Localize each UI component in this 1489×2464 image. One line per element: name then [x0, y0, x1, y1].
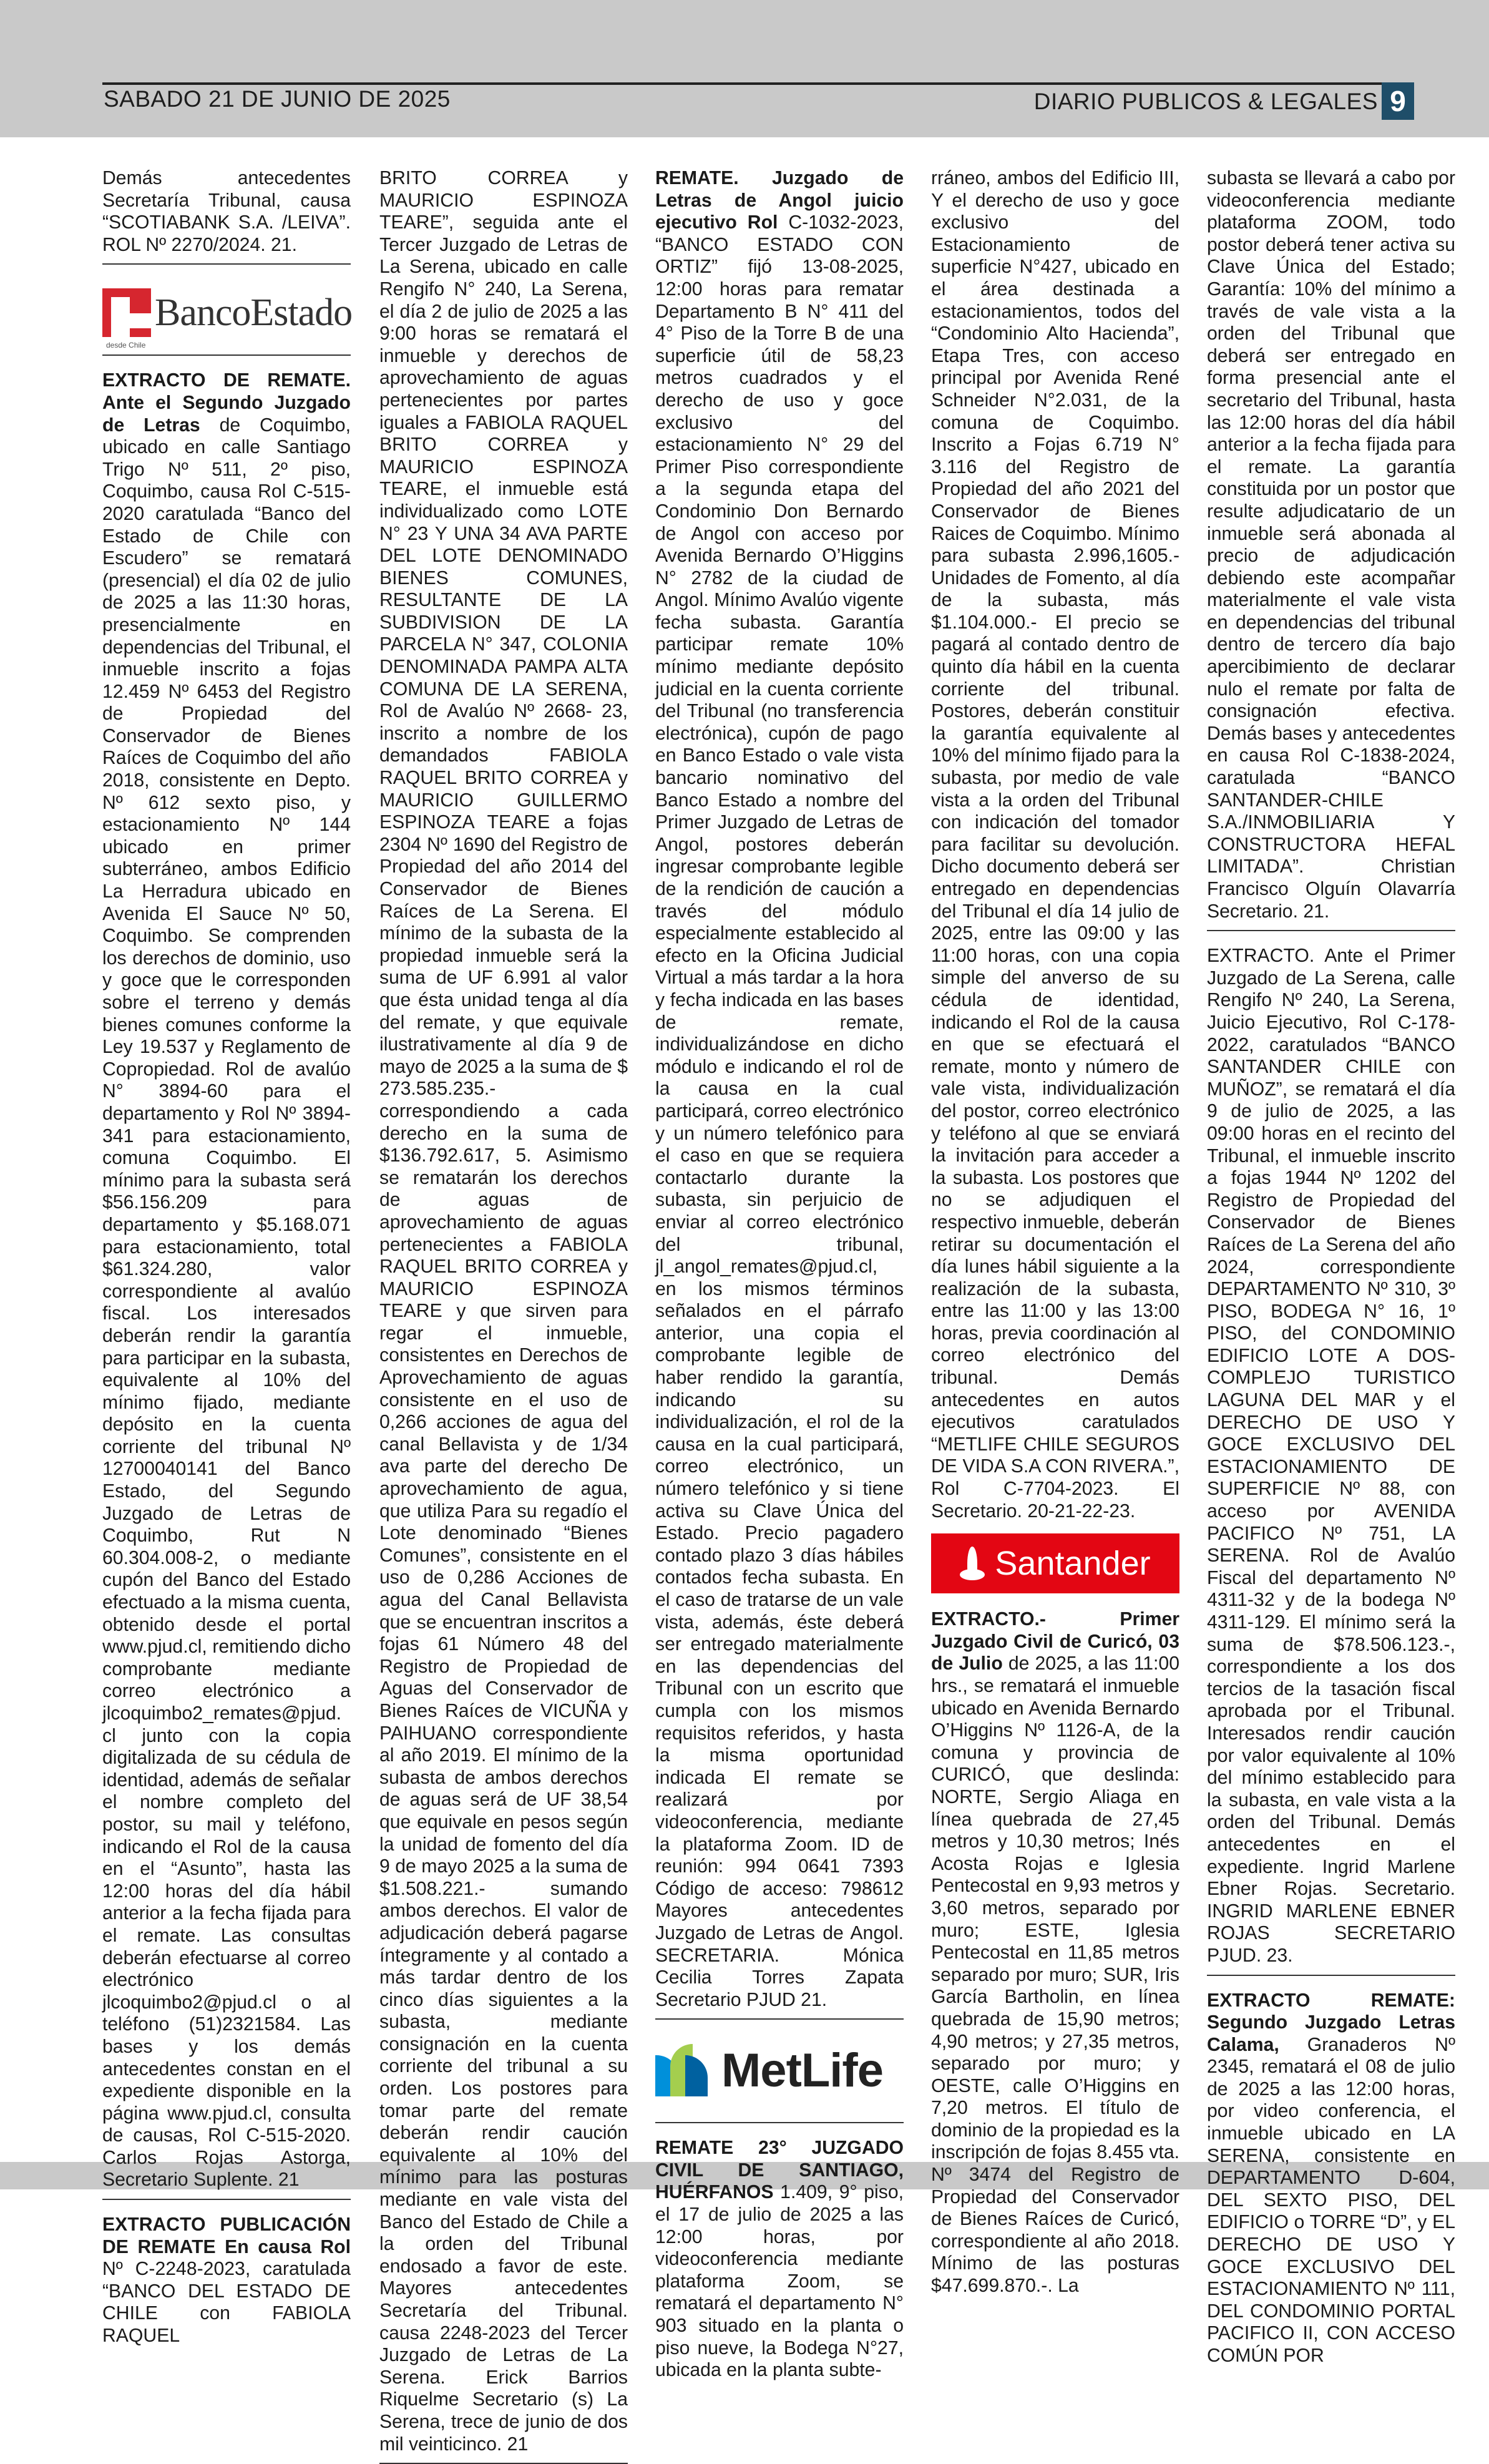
header-rule	[102, 82, 1414, 85]
divider	[102, 263, 351, 265]
column-2	[379, 167, 628, 2455]
divider	[1207, 930, 1455, 931]
notice-la-serena-santander: EXTRACTO. Ante el Primer Juzgado de La Serena, calle Rengifo Nº 240, La Serena, Juicio Ejecutivo, Rol C-178-2022, caratulados “BANCO SANTANDER CHILE con MUÑOZ”, se rematará el día 9 de julio de 2025, a las 09:00 horas en el recinto del Tribunal, el inmueble inscrito a fojas 1944 Nº 1202 del Registro de Propiedad del Conservador de Bienes Raíces de La Serena del año 2024, correspondiente DEPARTAMENTO Nº 310, 3º PISO, BODEGA N° 16, 1º PISO, del CONDOMINIO EDIFICIO LOTE A DOS-COMPLEJO TURISTICO LAGUNA DEL MAR y el DERECHO DE USO Y GOCE EXCLUSIVO DEL ESTACIONAMIENTO DE SUPERFICIE Nº 88, con acceso por AVENIDA PACIFICO Nº 751, LA SERENA. Rol de Avalúo Fiscal del departamento Nº 4311-32 y de la bodega Nº 4311-129. El mínimo será la suma de $78.506.123.-, correspondiente a los dos tercios de la tasación fiscal aprobada por el Tribunal. Interesados rendir caución por valor equivalente al 10% del mínimo establecido para la subasta, en vale vista a la orden del Tribunal. Demás antecedentes en el expediente. Ingrid Marlene Ebner Rojas. Secretario. INGRID MARLENE EBNER ROJAS SECRETARIO PJUD. 23.	[1207, 946, 1455, 1966]
notice-curico-end: subasta se llevará a cabo por videoconferencia mediante plataforma ZOOM, todo postor deberá tener activa su Clave Única del Estado; Garantía: 10% del mínimo a través de vale vista a la orden del Tribunal que deberá ser entregado en forma presencial ante el secretario del Tribunal, hasta las 12:00 horas del día hábil anterior a la fecha fijada para el remate. La garantía constituida por un postor que resulte adjudicatario de un inmueble será abonada al precio de adjudicación debiendo este acompañar materialmente el vale vista en dependencias del tribunal dentro de tercero día bajo apercibimiento de declarar nulo el remate por falta de consignación efectiva. Demás bases y antecedentes en causa Rol C-1838-2024, caratulada “BANCO SANTANDER-CHILE S.A./INMOBILIARIA Y CONSTRUCTORA HEFAL LIMITADA”. Christian Francisco Olguín Olavarría Secretario. 21.	[1207, 168, 1455, 922]
notice-santiago-remate	[655, 2137, 904, 2382]
divider	[102, 354, 351, 356]
notice-body: Granaderos Nº 2345, rematará el 08 de julio de 2025 a las 12:00 horas, por video conferencia, el inmueble ubicado en LA SERENA, consistente en DEPARTAMENTO D-604, DEL SEXTO PISO, DEL EDIFICIO o TORRE “D”, y EL DERECHO DE USO Y GOCE EXCLUSIVO DEL ESTACIONAMIENTO Nº 111, DEL CONDOMINIO PORTAL PACIFICO II, CON ACCESO COMÚN POR	[1207, 2034, 1455, 2366]
divider	[1207, 1975, 1455, 1976]
notice-la-serena-start	[102, 2214, 351, 2347]
paper-name: DIARIO PUBLICOS & LEGALES	[1033, 89, 1378, 114]
notice-body: C-1032-2023, “BANCO ESTADO CON ORTIZ” fijó 13-08-2025, 12:00 horas para rematar Departamento B N° 411 del 4° Piso de la Torre B de una superficie útil de 58,23 metros cuadrados y el derecho de uso y goce exclusivo del estacionamiento N° 29 del Primer Piso correspondiente a la segunda etapa del Condominio Don Bernardo de Angol con acceso por Avenida Bernardo O’Higgins N° 2782 de la ciudad de Angol. Mínimo Avalúo vigente fecha subasta. Garantía participar remate 10% mínimo mediante depósito judicial en la cuenta corriente del Tribunal (no transferencia electrónica), cupón de pago en Banco Estado o vale vista bancario nominativo del Banco Estado a nombre del Primer Juzgado de Letras de Angol, postores deberán ingresar comprobante legible de la rendición de caución a través del módulo especialmente establecido al efecto en la Oficina Judicial Virtual a más tardar a la hora y fecha indicada en las bases de remate, individualizándose en dicho módulo e indicando el rol de la causa en la cual participará, correo electrónico y un número telefónico para el caso en que se requiera contactarlo durante la subasta, sin perjuicio de enviar al correo electrónico del tribunal, jl_angol_remates@pjud.cl, en los mismos términos señalados en el párrafo anterior, una copia el comprobante legible de haber rendido la garantía, indicando su individualización, el rol de la causa en la cual participará, correo electrónico, un número telefónico y si tiene activa su Clave Única del Estado. Precio pagadero contado plazo 3 días hábiles contados fecha subasta. En el caso de tratarse de un vale vista, además, éste deberá ser entregado materialmente en las dependencias del Tribunal con un escrito que cumpla con los mismos requisitos referidos, y hasta la misma oportunidad indicada El remate se realizará por videoconferencia, mediante la plataforma Zoom. ID de reunión: 994 0641 7393 Código de acceso: 798612 Mayores antecedentes Juzgado de Letras de Angol. SECRETARIA. Mónica Cecilia Torres Zapata Secretario PJUD 21.	[655, 212, 904, 2010]
page-header	[102, 82, 1414, 120]
notice-curico-remate	[931, 1608, 1179, 2297]
issue-date: SABADO 21 DE JUNIO DE 2025	[104, 86, 451, 112]
notice-heading: EXTRACTO REMATE: Segundo Juzgado Letras Calama,	[1207, 1990, 1455, 2055]
notice-calama-remate	[1207, 1990, 1455, 2367]
metlife-wordmark: MetLife	[721, 2043, 883, 2097]
notice-angol-remate	[655, 167, 904, 2011]
notice-heading: REMATE. Juzgado de Letras de Angol juicio ejecutivo Rol	[655, 168, 904, 233]
divider	[102, 2199, 351, 2200]
notice-coquimbo-remate	[102, 369, 351, 2191]
santander-logo	[931, 1533, 1179, 1593]
notice-coquimbo-metlife: rráneo, ambos del Edificio III, Y el derecho de uso y goce exclusivo del Estacionamiento de superficie N°427, ubicado en el área destinada a estacionamientos, todos del “Condominio Alto Hacienda”, Etapa Tres, con acceso principal por Avenida René Schneider N°2.031, de la comuna de Coquimbo. Inscrito a Fojas 6.719 N° 3.116 del Registro de Propiedad del año 2021 del Conservador de Bienes Raices de Coquimbo. Mínimo para subasta 2.996,1605.- Unidades de Fomento, al día de la subasta, más $1.104.000.- El precio se pagará al contado dentro de quinto día hábil en la cuenta corriente del tribunal. Postores, deberán constituir la garantía equivalente al 10% del mínimo fijado para la subasta, por medio de vale vista a la orden del Tribunal con indicación del tomador para facilitar su devolución. Dicho documento deberá ser entregado en dependencias del Tribunal el día 14 julio de 2025, entre las 09:00 y las 11:00 horas, con una copia simple del anverso de su cédula de identidad, indicando el Rol de la causa en que se efectuará el remate, monto y número de vale vista, individualización del postor, correo electrónico y teléfono al que se enviará la invitación para acceder a la subasta. Los postores que no se adjudiquen el respectivo inmueble, deberán retirar su documentación el día lunes hábil siguiente a la realización de la subasta, entre las 11:00 y las 13:00 horas, previa coordinación al correo electrónico del tribunal. Demás antecedentes en autos ejecutivos caratulados “METLIFE CHILE SEGUROS DE VIDA S.A CON RIVERA.”, Rol C-7704-2023. El Secretario. 20-21-22-23.	[931, 168, 1179, 1522]
column-4	[931, 167, 1179, 2297]
notice-body: de 2025, a las 11:00 hrs., se rematará el inmueble ubicado en Avenida Bernardo O’Higgins Nº 1126-A, de la comuna y provincia de CURICÓ, que deslinda: NORTE, Sergio Aliaga en línea quebrada de 27,45 metros y 10,30 metros; Inés Acosta Rojas e Iglesia Pentecostal en 9,93 metros y 3,60 metros, separado por muro; ESTE, Iglesia Pentecostal en 11,85 metros separado por muro; SUR, Iris García Bartholin, en línea quebrada de 15,90 metros; 4,90 metros; y 27,35 metros, separado por muro; y OESTE, calle O’Higgins en 7,20 metros. El título de dominio de la propiedad es la inscripción de fojas 8.455 vta. Nº 3474 del Registro de Propiedad del Conservador de Bienes Raíces de Curicó, correspondiente al año 2018. Mínimo de las posturas $47.699.870.-. La	[931, 1653, 1179, 2297]
notice-heading: EXTRACTO.- Primer Juzgado Civil de Curicó, 03 de Julio	[931, 1609, 1179, 1674]
santander-flame-icon	[960, 1547, 985, 1580]
column-3	[655, 167, 904, 2381]
divider	[655, 2122, 904, 2123]
notice-body: 1.409, 9° piso, el 17 de julio de 2025 a las 12:00 horas, por videoconferencia mediante plataforma Zoom, se rematará el departamento N° 903 situado en la planta o piso nueve, la Bodega N°27, ubicada en la planta subte-	[655, 2182, 904, 2381]
divider	[655, 2018, 904, 2020]
notice-body: de Coquimbo, ubicado en calle Santiago Trigo Nº 511, 2º piso, Coquimbo, causa Rol C-515-2020 caratulada “Banco del Estado de Chile con Escudero” se rematará (presencial) el día 02 de julio de 2025 a las 11:30 horas, presencialmente en dependencias del Tribunal, el inmueble inscrito a fojas 12.459 Nº 6453 del Registro de Propiedad del Conservador de Bienes Raíces de Coquimbo del año 2018, consistente en Depto. Nº 612 sexto piso, y estacionamiento Nº 144 ubicado en primer subterráneo, ambos Edificio La Herradura ubicado en Avenida El Sauce Nº 50, Coquimbo. Se comprenden los derechos de dominio, uso y goce que le corresponden sobre el terreno y demás bienes comunes conforme la Ley 19.537 y Reglamento de Copropiedad. Rol de avalúo N° 3894-60 para el departamento y Rol Nº 3894-341 para estacionamiento, comuna Coquimbo. El mínimo para la subasta será $56.156.209 para departamento y $5.168.071 para estacionamiento, total $61.324.280, valor correspondiente al avalúo fiscal. Los interesados deberán rendir la garantía para participar en la subasta, equivalente al 10% del mínimo fijado, mediante depósito en la cuenta corriente del tribunal Nº 12700040141 del Banco Estado, del Segundo Juzgado de Letras de Coquimbo, Rut N 60.304.008-2, o mediante cupón del Banco del Estado efectuado a la misma cuenta, obtenido desde el portal www.pjud.cl, remitiendo dicho comprobante mediante correo electrónico a jlcoquimbo2_remates@pjud.cl junto con la copia digitalizada de su cédula de identidad, además de señalar el nombre completo del postor, su mail y teléfono, indicando el Rol de la causa en el “Asunto”, hasta las 12:00 horas del día hábil anterior a la fecha fijada para el remate. Las consultas deberán efectuarse al correo electrónico jlcoquimbo2@pjud.cl o al teléfono (51)2321584. Las bases y los demás antecedentes constan en el expediente disponible en la página www.pjud.cl, consulta de causas, Rol C-515-2020. Carlos Rojas Astorga, Secretario Suplente. 21	[102, 414, 351, 2191]
page-number: 9	[1382, 82, 1414, 120]
bancoestado-mark-icon: desde Chile	[102, 288, 151, 337]
column-1	[102, 167, 353, 2347]
santander-wordmark: Santander	[995, 1545, 1151, 1583]
bancoestado-logo	[102, 278, 353, 350]
metlife-logo	[655, 2033, 904, 2107]
metlife-mark-icon	[655, 2044, 708, 2096]
notice-body: Nº C-2248-2023, caratulada “BANCO DEL ESTADO DE CHILE con FABIOLA RAQUEL	[102, 2259, 351, 2347]
notice-scotiabank-end: Demás antecedentes Secretaría Tribunal, causa “SCOTIABANK S.A. /LEIVA”. ROL Nº 2270/2024. 21.	[102, 168, 351, 255]
bancoestado-wordmark: BancoEstado	[155, 291, 353, 334]
notice-heading: EXTRACTO DE REMATE. Ante el Segundo Juzgado de Letras	[102, 370, 351, 436]
notice-heading: EXTRACTO PUBLICACIÓN DE REMATE En causa Rol	[102, 2214, 351, 2257]
notice-la-serena-body: BRITO CORREA y MAURICIO ESPINOZA TEARE”, seguida ante el Tercer Juzgado de Letras de La Serena, ubicado en calle Rengifo N° 240, La Serena, el día 2 de julio de 2025 a las 9:00 horas se rematará el inmueble y derechos de aprovechamiento de aguas pertenecientes por partes iguales a FABIOLA RAQUEL BRITO CORREA y MAURICIO ESPINOZA TEARE, el inmueble está individualizado como LOTE N° 23 Y UNA 34 AVA PARTE DEL LOTE DENOMINADO BIENES COMUNES, RESULTANTE DE LA SUBDIVISION DE LA PARCELA N° 347, COLONIA DENOMINADA PAMPA ALTA COMUNA DE LA SERENA, Rol de Avalúo Nº 2668- 23, inscrito a nombre de los demandados FABIOLA RAQUEL BRITO CORREA y MAURICIO GUILLERMO ESPINOZA TEARE a fojas 2304 Nº 1690 del Registro de Propiedad del año 2014 del Conservador de Bienes Raíces de La Serena. El mínimo de la subasta de la propiedad inmueble será la suma de UF 6.991 al valor que ésta unidad tenga al día del remate, y que equivale ilustrativamente al día 9 de mayo de 2025 a la suma de $ 273.585.235.- correspondiendo a cada derecho en la suma de $136.792.617, 5. Asimismo se rematarán los derechos de aguas de aprovechamiento de aguas pertenecientes a FABIOLA RAQUEL BRITO CORREA y MAURICIO ESPINOZA TEARE y que sirven para regar el inmueble, consistentes en Derechos de Aprovechamiento de aguas consistente en el uso de 0,266 acciones de agua del canal Bellavista y de 1/34 ava parte del derecho De aprovechamiento de agua, que utiliza Para su regadío el Lote denominado “Bienes Comunes”, consistente en el uso de 0,286 Acciones de agua del Canal Bellavista que se encuentran inscritos a fojas 61 Número 48 del Registro de Propiedad de Aguas del Conservador de Bienes Raíces de VICUÑA y PAIHUANO correspondiente al año 2019. El mínimo de la subasta de ambos derechos de aguas será de UF 38,54 que equivale en pesos según la unidad de fomento del día 9 de mayo 2025 a la suma de $1.508.221.- sumando ambos derechos. El valor de adjudicación deberá pagarse íntegramente y al contado a más tardar dentro de los cinco días siguientes a la subasta, mediante consignación en la cuenta corriente del tribunal a su orden. Los postores para tomar parte del remate deberán rendir caución equivalente al 10% del mínimo para las posturas mediante en vale vista del Banco del Estado de Chile a la orden del Tribunal endosado a favor de este. Mayores antecedentes Secretaría del Tribunal. causa 2248-2023 del Tercer Juzgado de Letras de La Serena. Erick Barrios Riquelme Secretario (s) La Serena, trece de junio de dos mil veinticinco. 21	[379, 168, 628, 2455]
column-5	[1207, 167, 1455, 2366]
notice-heading: REMATE 23° JUZGADO CIVIL DE SANTIAGO, HUÉRFANOS	[655, 2138, 904, 2203]
